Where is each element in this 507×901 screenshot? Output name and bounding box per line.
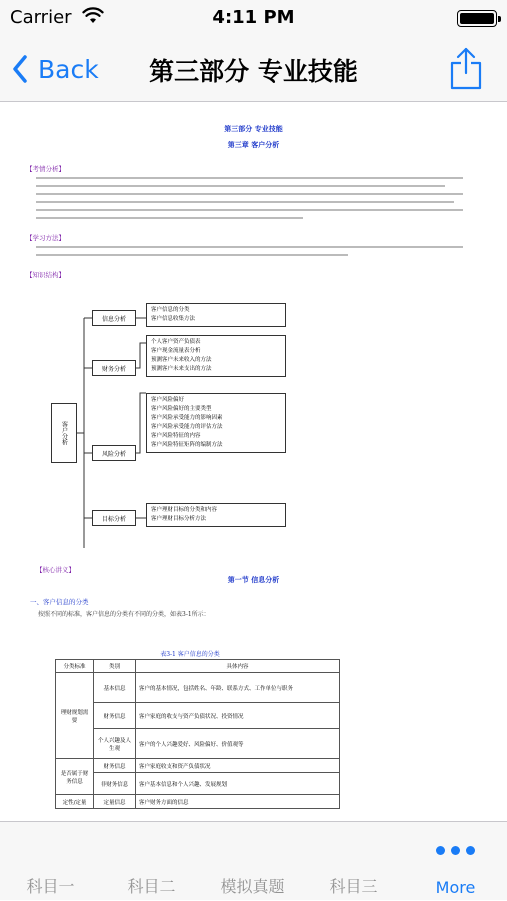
mindmap-leaf: 客户风险偏好 客户风险偏好的主要类型 客户风险承受能力的影响因素 客户风险承受能力的评估方法 客户风险特征的内容 客户风险特征矩阵的编制方法 [146,393,286,453]
table-header: 类别 [94,660,136,673]
tab-mock-exam[interactable] [202,822,303,901]
chevron-left-icon [12,55,28,83]
table-cell: 非财务信息 [94,773,136,795]
knowledge-structure-heading: 【知识结构】 [26,271,65,279]
exam-analysis-text [36,177,481,219]
tab-label: 科目三 [329,877,378,896]
document-viewer[interactable] [0,103,507,821]
table-header: 分类标准 [56,660,94,673]
chapter-heading: 第三章 客户分析 [227,140,280,149]
classification-table [55,659,340,809]
tab-subject-2[interactable] [101,822,202,901]
subsection1-text: 按照不同的标准，客户信息的分类有不同的分类，如表3-1所示： [38,611,210,618]
study-tips-heading: 【学习方法】 [26,234,65,242]
table-cell: 个人兴趣及人生观 [94,729,136,759]
battery-icon [457,10,497,27]
section1-title: 第一节 信息分析 [227,575,280,584]
clock: 4:11 PM [212,7,295,28]
table-row [56,673,340,703]
exam-analysis-heading: 【考情分析】 [26,165,65,173]
knowledge-mindmap [36,303,286,573]
navigation-bar [0,36,507,102]
mindmap-node: 财务分析 [92,360,136,376]
table-cell: 客户财务方面的信息 [136,795,340,809]
back-label: Back [38,54,99,84]
tab-label: 模拟真题 [220,877,285,896]
tab-subject-1[interactable] [0,822,101,901]
mindmap-leaf: 客户理财目标的分类和内容 客户理财目标分析方法 [146,503,286,527]
tab-subject-3[interactable] [303,822,404,901]
table-header: 具体内容 [136,660,340,673]
table-cell: 定量信息 [94,795,136,809]
part-heading: 第三部分 专业技能 [224,124,283,133]
tab-label: 科目二 [127,877,176,896]
mindmap-root: 客户分析 [51,403,77,463]
table-row [56,729,340,759]
table-caption: 表3-1 客户信息的分类 [160,651,220,658]
document-page [26,117,481,279]
back-button[interactable] [12,50,99,88]
study-tips-text [36,246,481,256]
tab-bar [0,821,507,900]
mindmap-node: 信息分析 [92,310,136,326]
table-cell: 财务信息 [94,759,136,773]
status-bar [0,0,507,36]
subsection1-heading: 一、客户信息的分类 [30,598,89,606]
page-title: 第三部分 专业技能 [149,57,358,86]
table-cell: 客户家庭的收支与资产负债状况、投资情况 [136,703,340,729]
mindmap-leaf: 个人客户资产负债表 客户现金流量表分析 预测客户未来收入的方法 预测客户未来支出的方法 [146,335,286,377]
table-cell: 客户基本信息和个人兴趣、发展规划 [136,773,340,795]
table-cell: 理财规划需要 [56,673,94,759]
table-row [56,759,340,773]
table-cell: 财务信息 [94,703,136,729]
table-cell: 客户的个人兴趣爱好、风险偏好、价值观等 [136,729,340,759]
tab-label: 科目一 [26,877,75,896]
share-icon [449,46,483,90]
mindmap-node: 风险分析 [92,445,136,461]
table-cell: 定性/定量 [56,795,94,809]
mindmap-leaf: 客户信息的分类 客户信息收集方法 [146,303,286,327]
more-dots-icon [404,846,507,855]
core-notes-heading: 【核心讲义】 [36,566,75,574]
mindmap-node: 目标分析 [92,510,136,526]
table-row [56,773,340,795]
share-button[interactable] [449,46,483,90]
table-cell: 基本信息 [94,673,136,703]
table-cell: 是否属于财务信息 [56,759,94,795]
tab-label: More [435,878,476,897]
table-cell: 客户家庭收支和资产负债状况 [136,759,340,773]
table-header-row [56,660,340,673]
tab-more[interactable] [404,822,507,901]
table-row [56,703,340,729]
carrier-label: Carrier [10,7,72,28]
table-row [56,795,340,809]
core-notes-block [36,565,75,574]
table-cell: 客户的基本情况，包括姓名、年龄、联系方式、工作单位与职务 [136,673,340,703]
